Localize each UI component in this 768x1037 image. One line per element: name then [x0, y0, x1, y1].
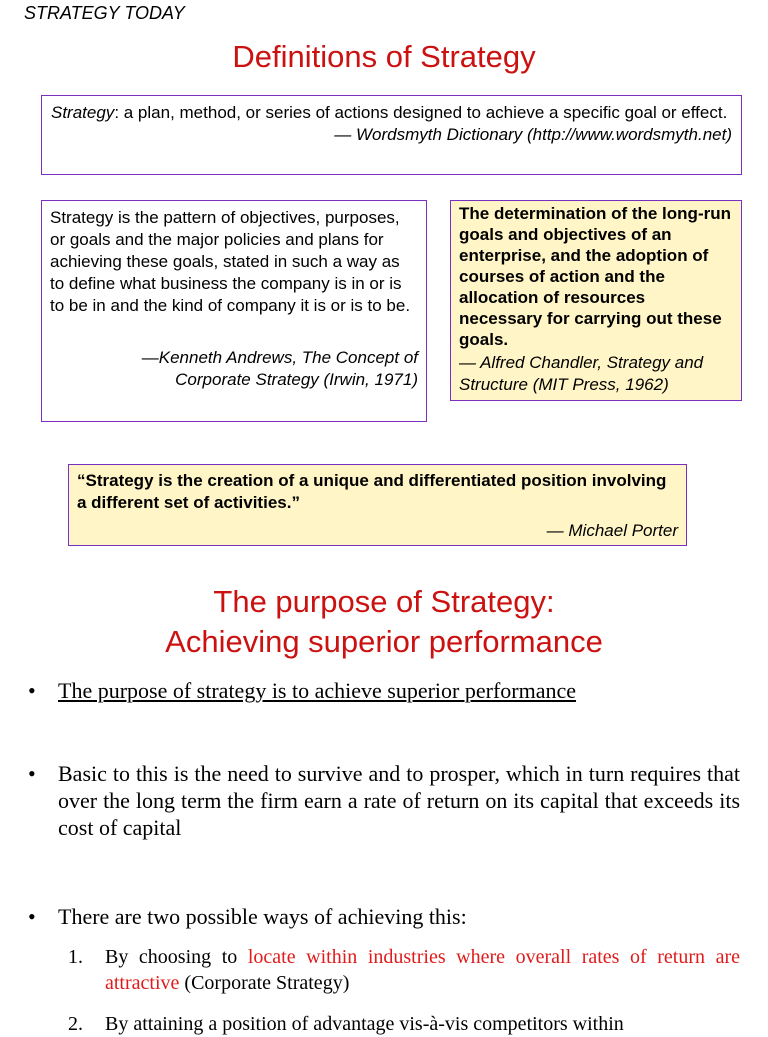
wordsmyth-definition	[51, 102, 732, 124]
item-text-pre: By attaining a position of advantage vis-à-vis competitors within	[105, 1013, 624, 1035]
definition-box-porter	[68, 464, 687, 546]
wordsmyth-source: — Wordsmyth Dictionary (http://www.wordsmyth.net)	[334, 125, 732, 144]
porter-source: — Michael Porter	[546, 521, 678, 540]
bullet-symbol: •	[28, 904, 36, 929]
section-title-line1: The purpose of Strategy:	[213, 584, 555, 619]
page-title: Definitions of Strategy	[232, 39, 536, 74]
item-text	[105, 1011, 740, 1037]
andrews-source-line2: Corporate Strategy (Irwin, 1971)	[175, 370, 418, 389]
bullet-symbol: •	[28, 761, 36, 786]
definition-box-wordsmyth	[41, 95, 742, 175]
item-number: 1.	[68, 946, 83, 968]
bullet-symbol: •	[28, 678, 36, 703]
definition-text: : a plan, method, or series of actions designed to achieve a specific goal or effect.	[114, 103, 728, 122]
term: Strategy	[51, 103, 115, 122]
definition-box-andrews	[41, 200, 427, 422]
item-text-pre: By choosing to	[105, 946, 248, 968]
andrews-source-line1: —Kenneth Andrews, The Concept of	[141, 348, 418, 367]
chandler-definition: The determination of the long-run goals and objectives of an enterprise, and the adoption of courses of action and the allocation of resources necessary for carrying out these goals.	[459, 204, 731, 349]
definition-box-chandler	[450, 200, 742, 401]
porter-quote: “Strategy is the creation of a unique and differentiated position involving a different set of activities.”	[77, 471, 667, 512]
item-text-highlight: locate within industries where overall rates of return are attractive	[105, 946, 740, 994]
andrews-definition: Strategy is the pattern of objectives, purposes, or goals and the major policies and plans for achieving these goals, stated in such a way as to define what business the company is in or is to be in and the kind of company it is or is to be.	[50, 208, 411, 315]
bullet-text: There are two possible ways of achieving this:	[58, 904, 467, 929]
item-text-post: (Corporate Strategy)	[179, 972, 350, 994]
section-title	[0, 582, 768, 662]
section-title-line2: Achieving superior performance	[165, 624, 603, 659]
item-number: 2.	[68, 1013, 83, 1035]
bullet-text: Basic to this is the need to survive and to prosper, which in turn requires that over the long term the firm earn a rate of return on its capital that exceeds its cost of capital	[58, 761, 740, 840]
page-header: STRATEGY TODAY	[24, 3, 185, 23]
item-text	[105, 944, 740, 996]
bullet-text: The purpose of strategy is to achieve superior performance	[58, 678, 577, 703]
chandler-source: — Alfred Chandler, Strategy and Structure (MIT Press, 1962)	[459, 353, 704, 394]
